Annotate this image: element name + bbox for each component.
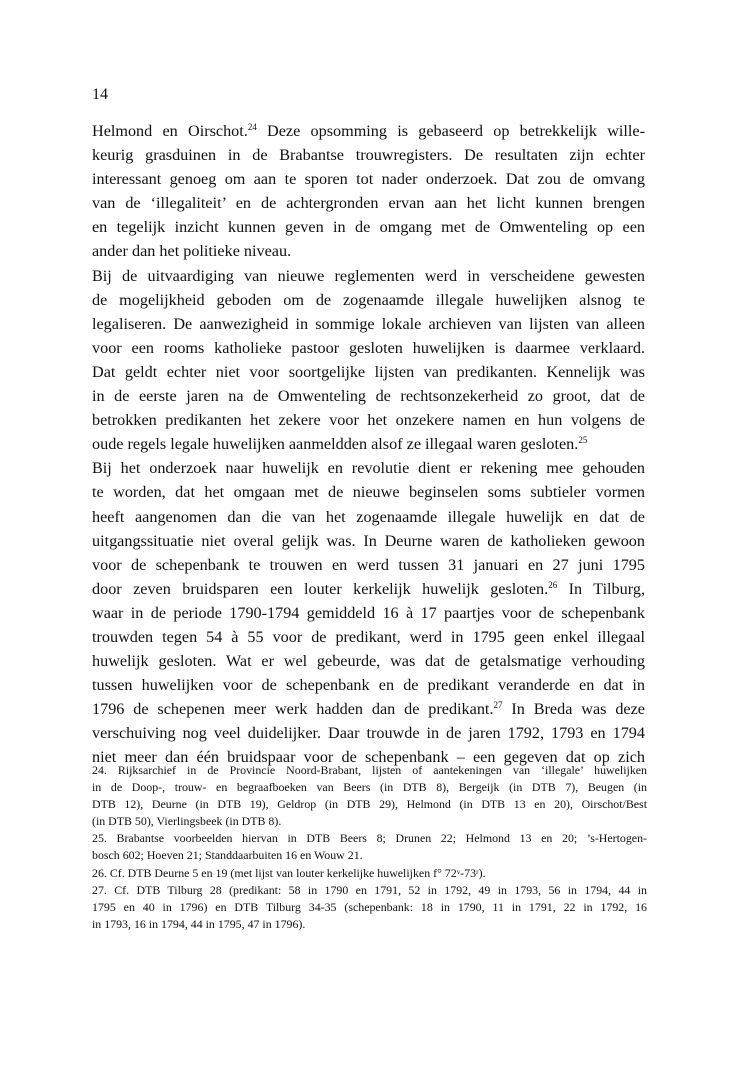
body-line [92, 432, 645, 456]
body-line [92, 721, 645, 745]
body-line [92, 553, 645, 577]
body-line-text: tussen huwelijken voor de schepenbank en de predikant veranderde en dat in [92, 676, 645, 695]
body-line-text: in de eerste jaren na de Omwenteling de rechtsonzekerheid zo groot, dat de [92, 387, 645, 406]
footnote-line-text: 26. Cf. DTB Deurne 5 en 19 (met lijst van louter kerkelijke huwelijken f° 72ᵛ-73ʳ). [92, 865, 486, 880]
body-line-text: te worden, dat het omgaan met de nieuwe beginselen soms subtieler vormen [92, 483, 645, 502]
body-line-text: huwelijk gesloten. Wat er wel gebeurde, was dat de getalsmatige verhouding [92, 652, 645, 671]
footnote-line [92, 865, 647, 882]
footnotes [92, 762, 647, 933]
footnote-reference: 25 [578, 435, 588, 446]
body-line [92, 143, 645, 167]
body-line-text: Dat geldt echter niet voor soortgelijke lijsten van predikanten. Kennelijk was [92, 362, 645, 381]
footnote-line [92, 762, 647, 779]
body-line-text: voor een rooms katholieke pastoor gesloten huwelijken is daarmee verklaard. [92, 338, 645, 357]
body-line-text: verschuiving nog veel duidelijker. Daar trouwde in de jaren 1792, 1793 en 1794 [92, 724, 645, 743]
footnote-line [92, 882, 647, 899]
body-text [92, 119, 645, 770]
body-line-continuation: In Tilburg, [557, 579, 645, 598]
body-line [92, 649, 645, 673]
body-line-text: Bij het onderzoek naar huwelijk en revolutie dient er rekening mee gehouden [92, 459, 645, 478]
footnote-line-text: 25. Brabantse voorbeelden hiervan in DTB Beers 8; Drunen 22; Helmond 13 en 20; ’s-Hertogen- [92, 831, 647, 846]
body-line [92, 529, 645, 553]
body-line-text: uitgangssituatie niet overal gelijk was. In Deurne waren de katholieken gewoon [92, 531, 645, 550]
body-line [92, 673, 645, 697]
body-line [92, 167, 645, 191]
body-line-text: Bij de uitvaardiging van nieuwe reglementen werd in verscheidene gewesten [92, 266, 645, 285]
body-line-text: 1796 de schepenen meer werk hadden dan de predikant. [92, 700, 494, 719]
body-line [92, 312, 645, 336]
footnote-line-text: in de Doop-, trouw- en begraafboeken van Beers (in DTB 8), Bergeijk (in DTB 7), Beugen (in [92, 780, 647, 795]
body-line-text: van de ‘illegaliteit’ en de achtergronden ervan aan het licht kunnen brengen [92, 194, 645, 213]
body-line-text: de mogelijkheid geboden om de zogenaamde illegale huwelijken alsnog te [92, 290, 645, 309]
body-line [92, 384, 645, 408]
body-line-continuation: In Breda was deze [502, 700, 645, 719]
body-line-text: waar in de periode 1790-1794 gemiddeld 16 à 17 paartjes voor de schepenbank [92, 603, 645, 622]
body-line-text: ander dan het politieke niveau. [92, 242, 292, 261]
body-line [92, 215, 645, 239]
body-line-continuation: Deze opsomming is gebaseerd op betrekkelijk wille- [256, 122, 645, 140]
body-line-text: voor de schepenbank te trouwen en werd tussen 31 januari en 27 juni 1795 [92, 555, 645, 574]
body-line [92, 239, 645, 263]
body-line [92, 480, 645, 504]
body-line [92, 601, 645, 625]
body-line-text: keurig grasduinen in de Brabantse trouwregisters. De resultaten zijn echter [92, 146, 645, 165]
body-line [92, 119, 645, 143]
body-line-text: interessant genoeg om aan te sporen tot nader onderzoek. Dat zou de omvang [92, 170, 645, 189]
footnote-line-text: 1795 en 40 in 1796) en DTB Tilburg 34-35 (schepenbank: 18 in 1790, 11 in 1791, 22 in 1792, 16 [92, 899, 647, 914]
footnote-reference: 26 [548, 579, 558, 590]
footnote-line-text: DTB 12), Deurne (in DTB 19), Geldrop (in DTB 29), Helmond (in DTB 13 en 20), Oirschot/Best [92, 797, 647, 812]
footnote-reference: 27 [493, 700, 503, 711]
body-line [92, 408, 645, 432]
footnote-line [92, 847, 647, 864]
body-line-text: en tegelijk inzicht kunnen geven in de omgang met de Omwenteling op een [92, 218, 645, 237]
body-line [92, 697, 645, 721]
body-line [92, 288, 645, 312]
footnote-line [92, 779, 647, 796]
footnote-line-text: 24. Rijksarchief in de Provincie Noord-Brabant, lijsten of aantekeningen van ‘illegale’ huwelijken [92, 763, 647, 777]
body-line-text: trouwden tegen 54 à 55 voor de predikant, werd in 1795 geen enkel illegaal [92, 627, 645, 646]
body-line-text: heeft aangenomen dan die van het zogenaamde illegale huwelijk en dat de [92, 507, 645, 526]
body-line [92, 577, 645, 601]
body-line-text: Helmond en Oirschot. [92, 122, 248, 140]
footnote-line [92, 830, 647, 847]
footnote-reference: 24 [247, 122, 257, 132]
body-line-text: oude regels legale huwelijken aanmeldden alsof ze illegaal waren gesloten. [92, 435, 579, 454]
body-line-text: niet meer dan één bruidspaar voor de schepenbank – een gegeven dat op zich [92, 748, 645, 767]
body-line [92, 264, 645, 288]
footnote-line-text: bosch 602; Hoeven 21; Standdaarbuiten 16 en Wouw 21. [92, 848, 363, 863]
body-line [92, 505, 645, 529]
footnote-line [92, 916, 647, 933]
footnote-line-text: in 1793, 16 in 1794, 44 in 1795, 47 in 1796). [92, 916, 306, 931]
body-line [92, 625, 645, 649]
footnote-line [92, 796, 647, 813]
body-line-text: door zeven bruidsparen een louter kerkelijk huwelijk gesloten. [92, 579, 549, 598]
body-line [92, 336, 645, 360]
body-line [92, 191, 645, 215]
footnote-line [92, 813, 647, 830]
footnote-line-text: (in DTB 50), Vierlingsbeek (in DTB 8). [92, 814, 282, 829]
footnote-line-text: 27. Cf. DTB Tilburg 28 (predikant: 58 in 1790 en 1791, 52 in 1792, 49 in 1793, 56 in 1794, 44 in [92, 882, 647, 897]
page-number: 14 [92, 86, 108, 103]
body-line [92, 456, 645, 480]
body-line-text: betrokken predikanten het zekere voor het onzekere namen en hun volgens de [92, 411, 645, 430]
body-line-text: legaliseren. De aanwezigheid in sommige lokale archieven van lijsten van alleen [92, 314, 645, 333]
footnote-line [92, 899, 647, 916]
body-line [92, 360, 645, 384]
